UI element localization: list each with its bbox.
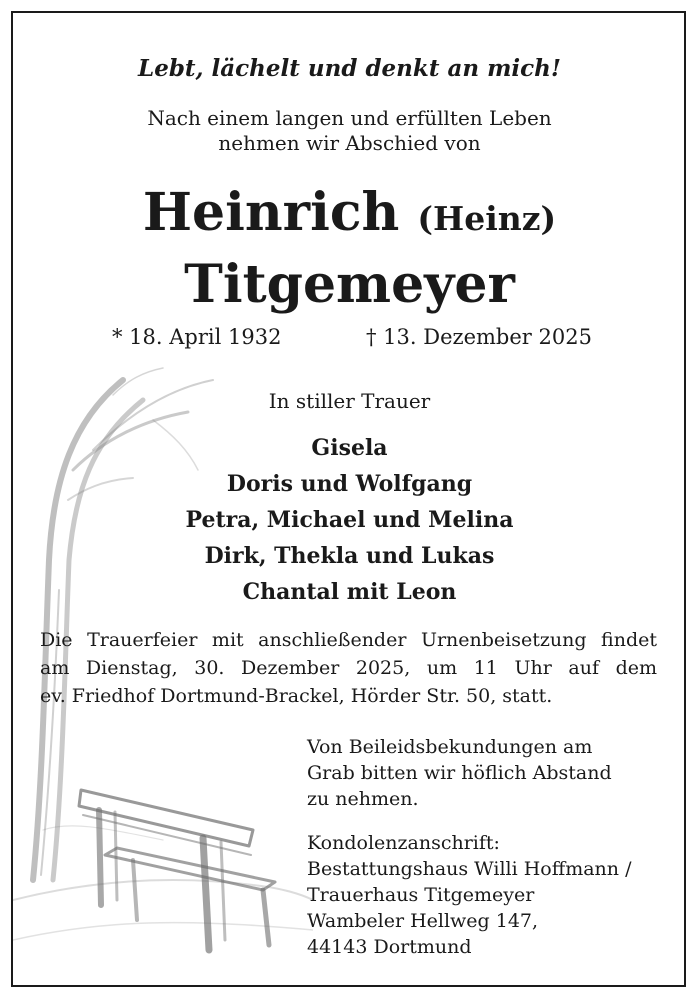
condolence-line: zu nehmen. <box>307 788 419 810</box>
deceased-last-name: Titgemeyer <box>184 254 515 315</box>
intro-line: nehmen wir Abschied von <box>218 131 481 155</box>
condolence-request <box>307 734 612 812</box>
family-member: Gisela <box>311 435 388 461</box>
family-list <box>0 430 699 610</box>
ceremony-line: am Dienstag, 30. Dezember 2025, um 11 Uhr auf dem <box>40 657 657 679</box>
family-member: Doris und Wolfgang <box>226 471 473 497</box>
address-line: Wambeler Hellweg 147, <box>307 910 539 932</box>
intro-text <box>0 106 699 156</box>
condolence-line: Von Beileidsbekundungen am <box>307 736 593 758</box>
condolence-address <box>307 830 631 960</box>
mourning-label: In stiller Trauer <box>268 389 431 413</box>
address-line: Bestattungshaus Willi Hoffmann / <box>307 858 632 880</box>
ceremony-line: Die Trauerfeier mit anschließender Urnenbeisetzung findet <box>40 629 657 651</box>
motto: Lebt, lächelt und denkt an mich! <box>138 55 561 82</box>
address-line: 44143 Dortmund <box>307 936 472 958</box>
birth-date: * 18. April 1932 <box>112 325 282 349</box>
nickname: (Heinz) <box>417 199 557 238</box>
address-line: Trauerhaus Titgemeyer <box>307 884 535 906</box>
ceremony-info <box>40 626 657 710</box>
family-member: Dirk, Thekla und Lukas <box>204 543 495 569</box>
first-name: Heinrich <box>142 182 400 243</box>
ceremony-line: ev. Friedhof Dortmund-Brackel, Hörder Str. 50, statt. <box>40 685 553 707</box>
family-member: Chantal mit Leon <box>242 579 457 605</box>
deceased-first-name <box>0 180 699 252</box>
address-line: Kondolenzanschrift: <box>307 832 500 854</box>
death-date: † 13. Dezember 2025 <box>366 325 592 349</box>
intro-line: Nach einem langen und erfüllten Leben <box>147 106 552 130</box>
condolence-line: Grab bitten wir höflich Abstand <box>307 762 612 784</box>
family-member: Petra, Michael und Melina <box>185 507 514 533</box>
